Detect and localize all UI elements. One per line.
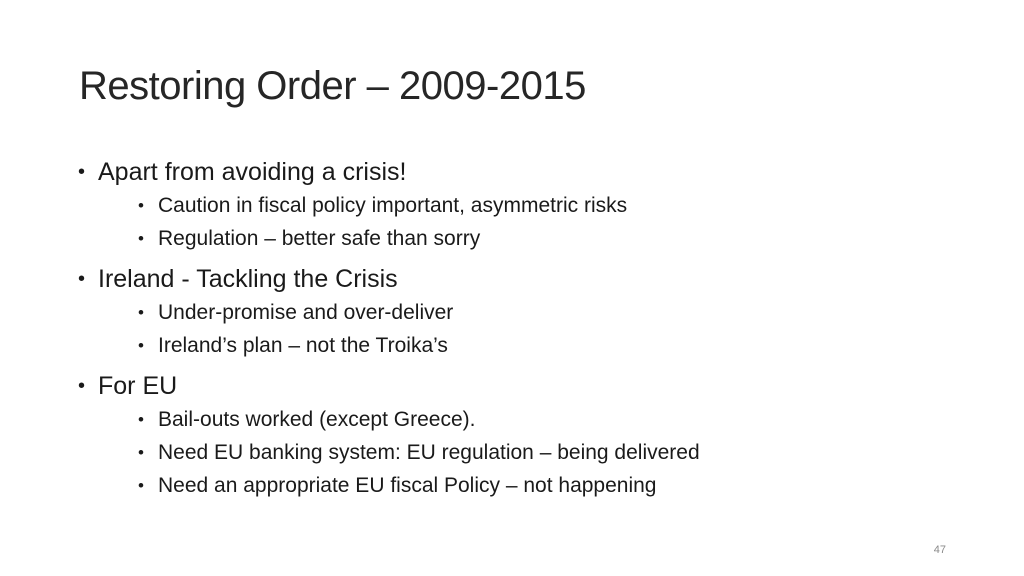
bullet-item bbox=[76, 262, 976, 362]
sub-bullet-list bbox=[98, 296, 976, 362]
sub-bullet-item: • Need an appropriate EU fiscal Policy – not happening bbox=[98, 469, 976, 502]
sub-bullet-list bbox=[98, 403, 976, 502]
bullet-text: For EU bbox=[98, 372, 178, 400]
sub-bullet-item: • Caution in fiscal policy important, asymmetric risks bbox=[98, 189, 976, 222]
bullet-text: Apart from avoiding a crisis! bbox=[98, 158, 407, 186]
bullet-item bbox=[76, 369, 976, 502]
slide-title: Restoring Order – 2009-2015 bbox=[79, 64, 586, 108]
sub-bullet-list bbox=[98, 189, 976, 255]
bullet-list bbox=[76, 155, 976, 502]
sub-bullet-item: • Under-promise and over-deliver bbox=[98, 296, 976, 329]
sub-bullet-item: • Ireland’s plan – not the Troika’s bbox=[98, 329, 976, 362]
bullet-item bbox=[76, 155, 976, 255]
sub-bullet-item: • Bail-outs worked (except Greece). bbox=[98, 403, 976, 436]
page-number: 47 bbox=[933, 544, 946, 556]
sub-bullet-item: • Regulation – better safe than sorry bbox=[98, 222, 976, 255]
bullet-text: Ireland - Tackling the Crisis bbox=[98, 265, 398, 293]
sub-bullet-item: • Need EU banking system: EU regulation – being delivered bbox=[98, 436, 976, 469]
